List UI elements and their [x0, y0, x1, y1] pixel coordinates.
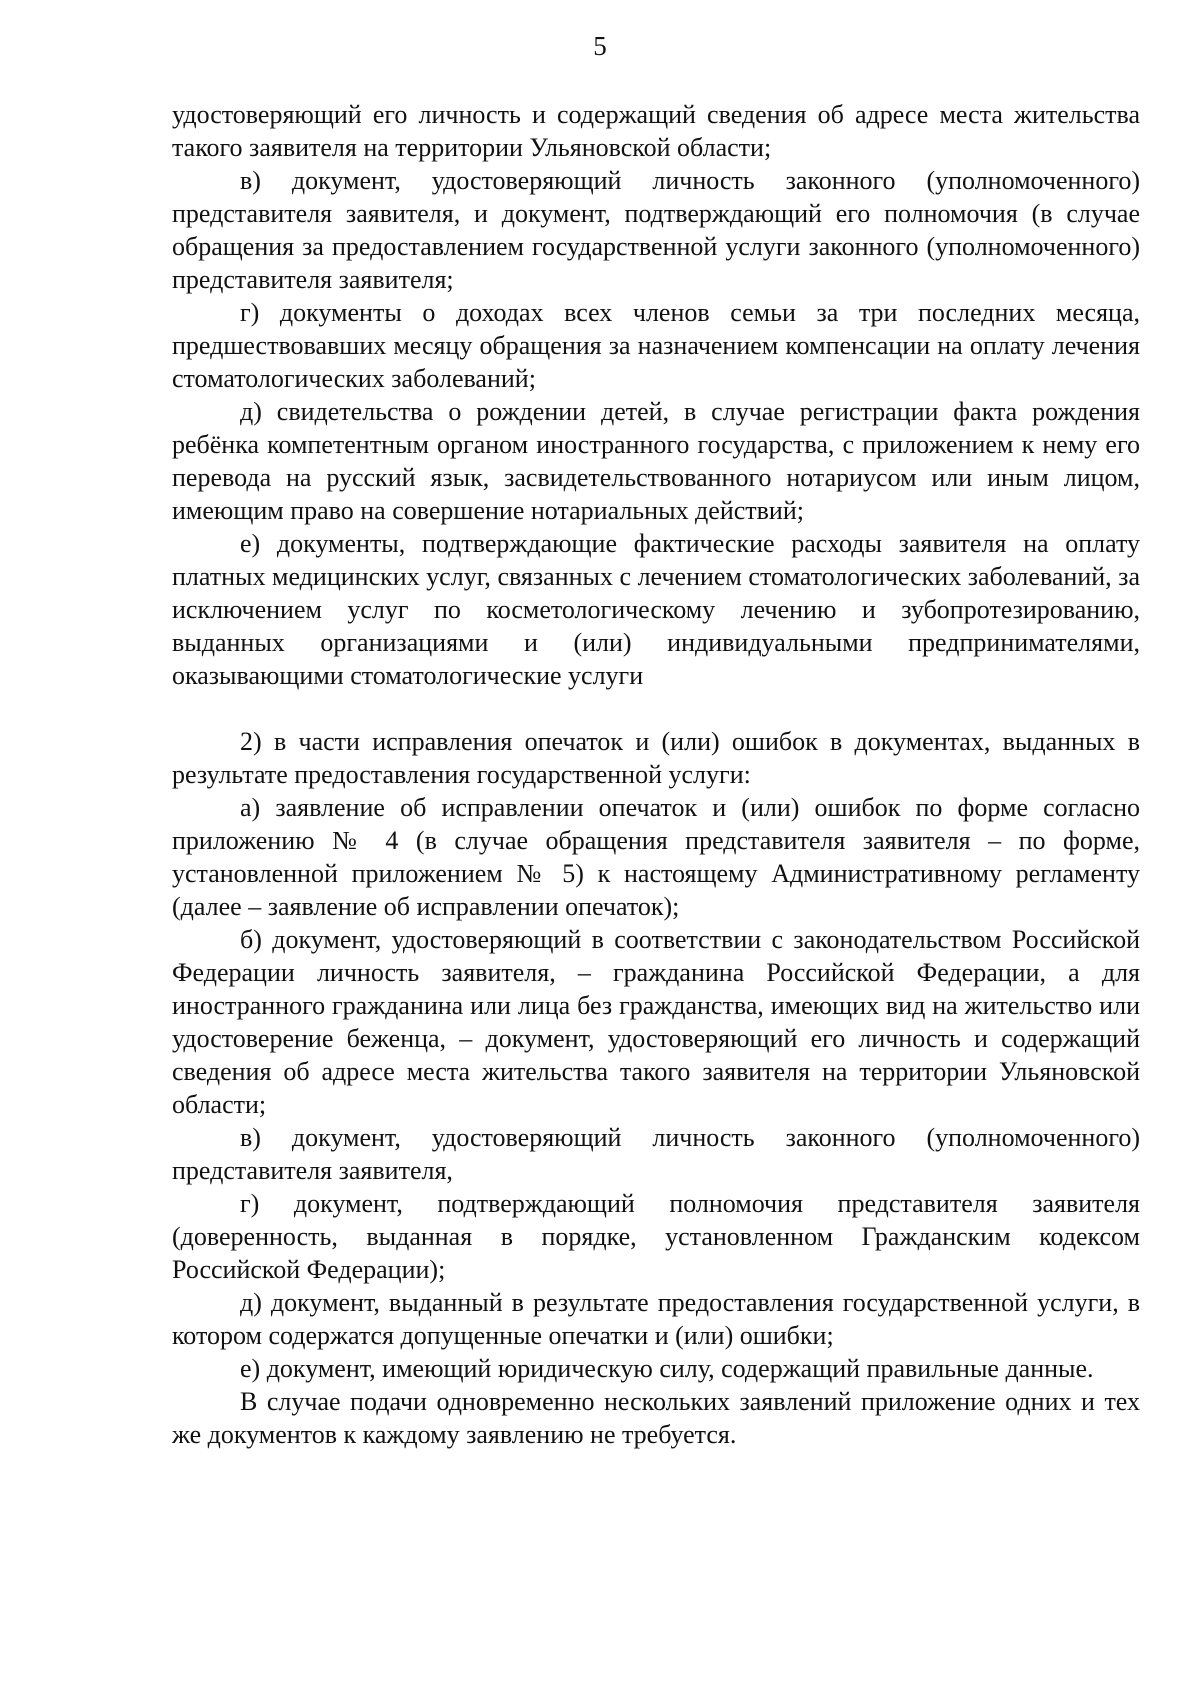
paragraph-closing-note: В случае подачи одновременно нескольких заявлений приложение одних и тех же документов к каждому заявлению не требуется.: [172, 1387, 1140, 1449]
page-number: 5: [593, 31, 607, 61]
paragraph-item-d-2: д) документ, выданный в результате предоставления государственной услуги, в котором содержатся допущенные опечатки и (или) ошибки;: [172, 1288, 1140, 1350]
paragraph-item-b: б) документ, удостоверяющий в соответствии с законодательством Российской Федерации личность заявителя, – гражданина Российской Федерации, а для иностранного гражданина или лица без гражданства, имеющих вид на жительство или удостоверение беженца, – документ, удостоверяющий его личность и содержащий сведения об адресе места жительства такого заявителя на территории Ульяновской области;: [172, 925, 1140, 1119]
paragraph-section-2: 2) в части исправления опечаток и (или) ошибок в документах, выданных в результате предоставления государственной услуги:: [172, 727, 1140, 789]
paragraph-item-a: а) заявление об исправлении опечаток и (или) ошибок по форме согласно приложению № 4 (в случае обращения представителя заявителя – по форме, установленной приложением № 5) к настоящему Административному регламенту (далее – заявление об исправлении опечаток);: [172, 793, 1140, 921]
paragraph-item-e: е) документы, подтверждающие фактические расходы заявителя на оплату платных медицинских услуг, связанных с лечением стоматологических заболеваний, за исключением услуг по косметологическому лечению и зубопротезированию, выданных организациями и (или) индивидуальными предпринимателями, оказывающими стоматологические услуги: [172, 529, 1140, 690]
paragraph-item-g-2: г) документ, подтверждающий полномочия представителя заявителя (доверенность, выданная в порядке, установленном Гражданским кодексом Российской Федерации);: [172, 1189, 1140, 1284]
paragraph-continuation: удостоверяющий его личность и содержащий сведения об адресе места жительства такого заявителя на территории Ульяновской области;: [172, 100, 1140, 162]
paragraph-item-e-2: е) документ, имеющий юридическую силу, содержащий правильные данные.: [240, 1354, 1094, 1383]
paragraph-item-d: д) свидетельства о рождении детей, в случае регистрации факта рождения ребёнка компетентным органом иностранного государства, с приложением к нему его перевода на русский язык, засвидетельствованного нотариусом или иным лицом, имеющим право на совершение нотариальных действий;: [172, 397, 1140, 525]
paragraph-item-v: в) документ, удостоверяющий личность законного (уполномоченного) представителя заявителя, и документ, подтверждающий его полномочия (в случае обращения за предоставлением государственной услуги законного (уполномоченного) представителя заявителя;: [172, 166, 1140, 294]
document-body: [172, 98, 1140, 1451]
paragraph-item-v-2: в) документ, удостоверяющий личность законного (уполномоченного) представителя заявителя,: [172, 1123, 1140, 1185]
paragraph-item-g: г) документы о доходах всех членов семьи за три последних месяца, предшествовавших месяцу обращения за назначением компенсации на оплату лечения стоматологических заболеваний;: [172, 298, 1140, 393]
